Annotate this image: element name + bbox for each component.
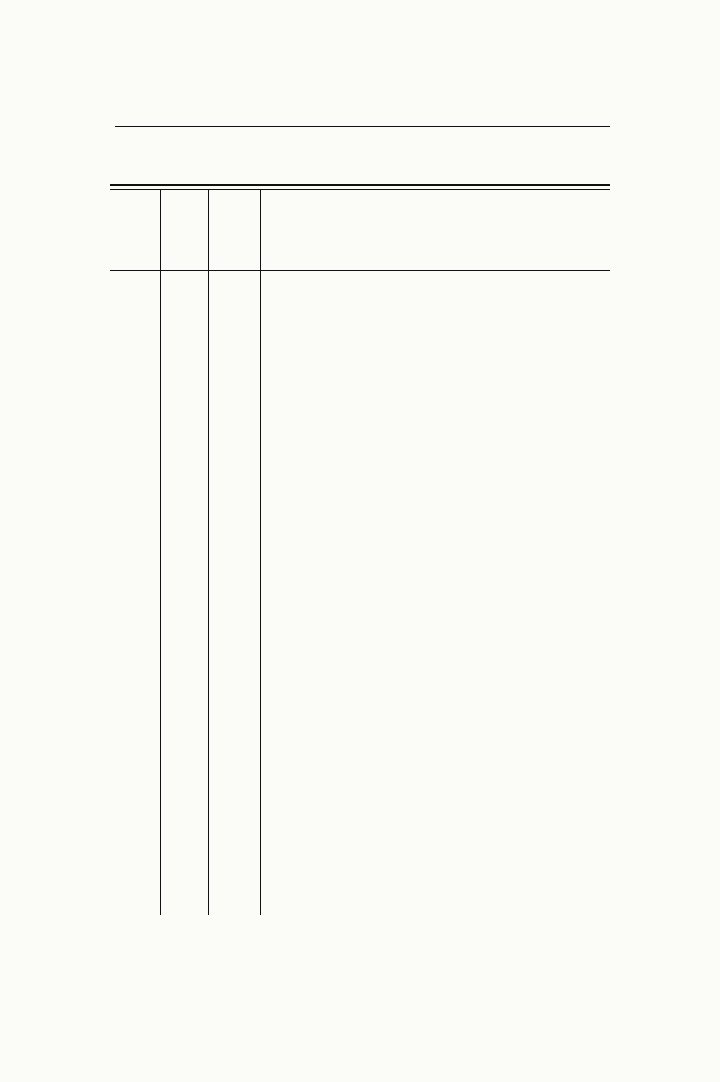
header-rule [115,126,610,127]
places-table [110,190,610,915]
column-header-reports [162,194,206,268]
column-header-sessions [210,194,258,268]
header-divider [110,270,610,271]
column-divider [160,190,161,915]
column-header-register [112,194,158,268]
column-divider [208,190,209,915]
column-divider [260,190,261,915]
running-head [118,88,600,118]
